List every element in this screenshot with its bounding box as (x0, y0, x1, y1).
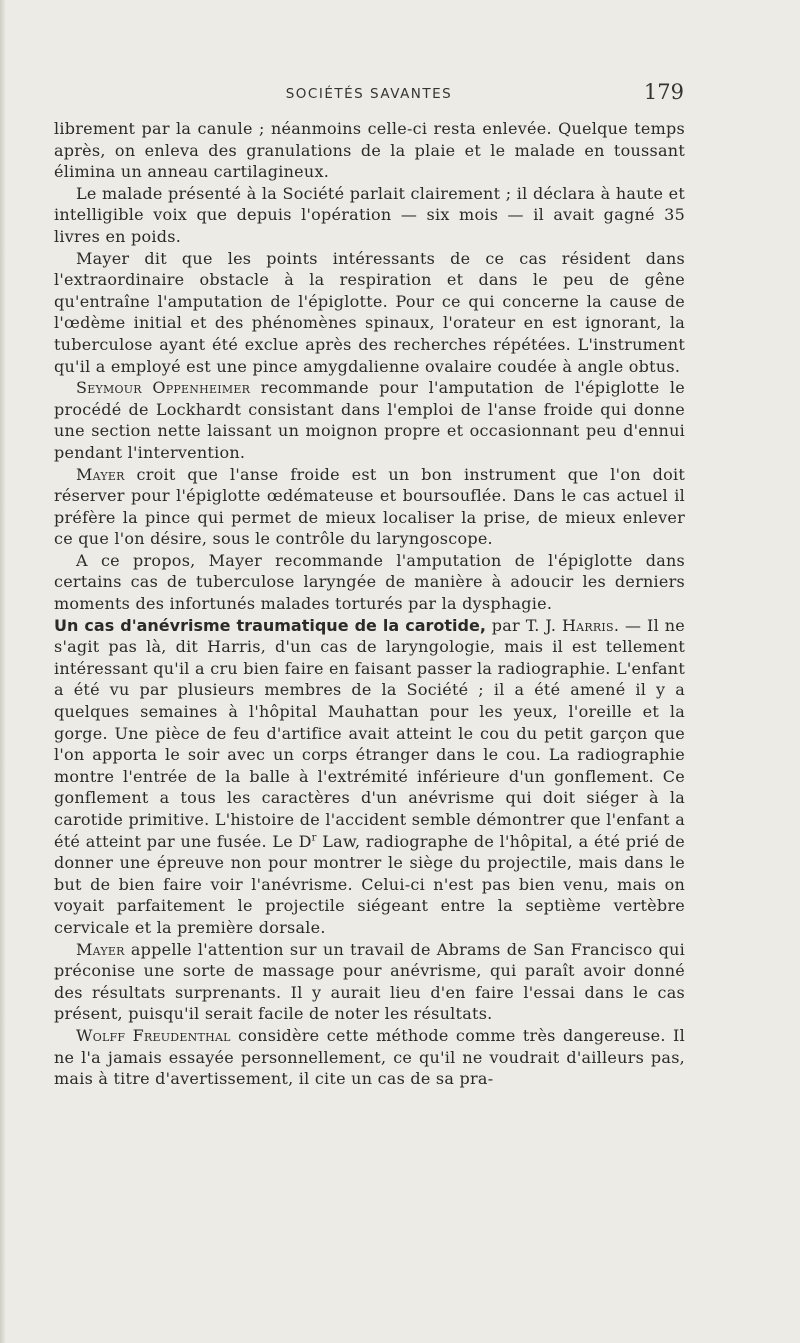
page-number: 179 (643, 80, 684, 104)
paragraph-text: . — Il ne s'agit pas là, dit Harris, d'un cas de laryngologie, mais il est tellement intéressant qu'il a cru bien faire en faisant passer la radiographie. L'enfant a été vu par plusieurs membres de la Société ; il a été amené il y a quelques semaines à l'hôpital Mauhattan pour les yeux, l'oreille et la gorge. Une pièce de feu d'artifice avait atteint le cou du petit garçon que l'on apporta le soir avec un corps étranger dans le cou. La radiographie montre l'entrée de la balle à l'extrémité inférieure d'un gonflement. Ce gonflement a tous les caractères d'un anévrisme qui doit siéger à la carotide primitive. L'histoire de l'accident semble démontrer que l'enfant a été atteint par une fusée. Le D (54, 615, 686, 851)
byline: par T. J. (485, 615, 562, 635)
paragraph: Mayer dit que les points intéressants de ce cas résident dans l'extraordinaire obstacle à la respiration et dans le peu de gêne qu'entraîne l'amputation de l'épiglotte. Pour ce qui concerne la cause de l'œdème initial et des phénomènes spinaux, l'orateur en est ignorant, la tuberculose ayant été exclue après des recherches répétées. L'instrument qu'il a employé est une pince amygdalienne ovalaire coudée à angle obtus. (54, 248, 685, 376)
speaker-name: Seymour Oppenheimer (76, 378, 251, 398)
paragraph-text: appelle l'attention sur un travail de Abrams de San Francisco qui préconise une sorte de massage pour anévrisme, qui paraît avoir donné des résultats surprenants. Il y aurait lieu d'en faire l'essai dans le cas présent, puisqu'il serait facile de noter les résultats. (54, 939, 685, 1024)
paragraph-text: Law, radiographe de l'hôpital, a été prié de donner une épreuve non pour montrer le siège du projectile, mais dans le but de bien faire voir l'anévrisme. Celui-ci n'est pas bien venu, mais on voyait parfaitement le projectile siégeant entre la septième vertèbre cervicale et la première dorsale. (54, 831, 685, 937)
paragraph: A ce propos, Mayer recommande l'amputation de l'épiglotte dans certains cas de tuberculose laryngée de manière à adoucir les derniers moments des infortunés malades torturés par la dysphagie. (54, 550, 685, 614)
paragraph (54, 377, 685, 463)
paragraph: librement par la canule ; néanmoins celle-ci resta enlevée. Quelque temps après, on enleva des granulations de la plaie et le malade en toussant élimina un anneau cartilagineux. (54, 119, 685, 182)
page-header (54, 78, 684, 112)
section-title: Un cas d'anévrisme traumatique de la carotide, (54, 615, 486, 635)
body-text (54, 118, 685, 1090)
superscript: r (311, 832, 317, 844)
paragraph-text: recommande pour l'amputation de l'épiglotte le procédé de Lockhardt consistant dans l'emploi de l'anse froide qui donne une section nette laissant un moignon propre et occasionnant peu d'ennui pendant l'intervention. (54, 378, 686, 462)
page-edge (0, 0, 6, 1343)
paragraph: Le malade présenté à la Société parlait clairement ; il déclara à haute et intelligible voix que depuis l'opération — six mois — il avait gagné 35 livres en poids. (54, 183, 685, 246)
paragraph (54, 939, 685, 1025)
author-name: Harris (561, 615, 614, 635)
paragraph (54, 464, 685, 550)
running-head: SOCIÉTÉS SAVANTES (285, 86, 453, 102)
section-paragraph (54, 615, 685, 939)
paragraph-text: croit que l'anse froide est un bon instrument que l'on doit réserver pour l'épiglotte œdémateuse et boursouflée. Dans le cas actuel il préfère la pince qui permet de mieux localiser la prise, de mieux enlever ce que l'on désire, sous le contrôle du laryngoscope. (54, 464, 685, 549)
paragraph-text: considère cette méthode comme très dangereuse. Il ne l'a jamais essayée personnellement, ce qu'il ne voudrait d'ailleurs pas, mais à titre d'avertissement, il cite un cas de sa pra- (54, 1025, 685, 1089)
speaker-name: Mayer (76, 464, 125, 484)
paragraph (54, 1025, 685, 1090)
speaker-name: Mayer (76, 939, 125, 959)
speaker-name: Wolff Freudenthal (76, 1025, 231, 1045)
